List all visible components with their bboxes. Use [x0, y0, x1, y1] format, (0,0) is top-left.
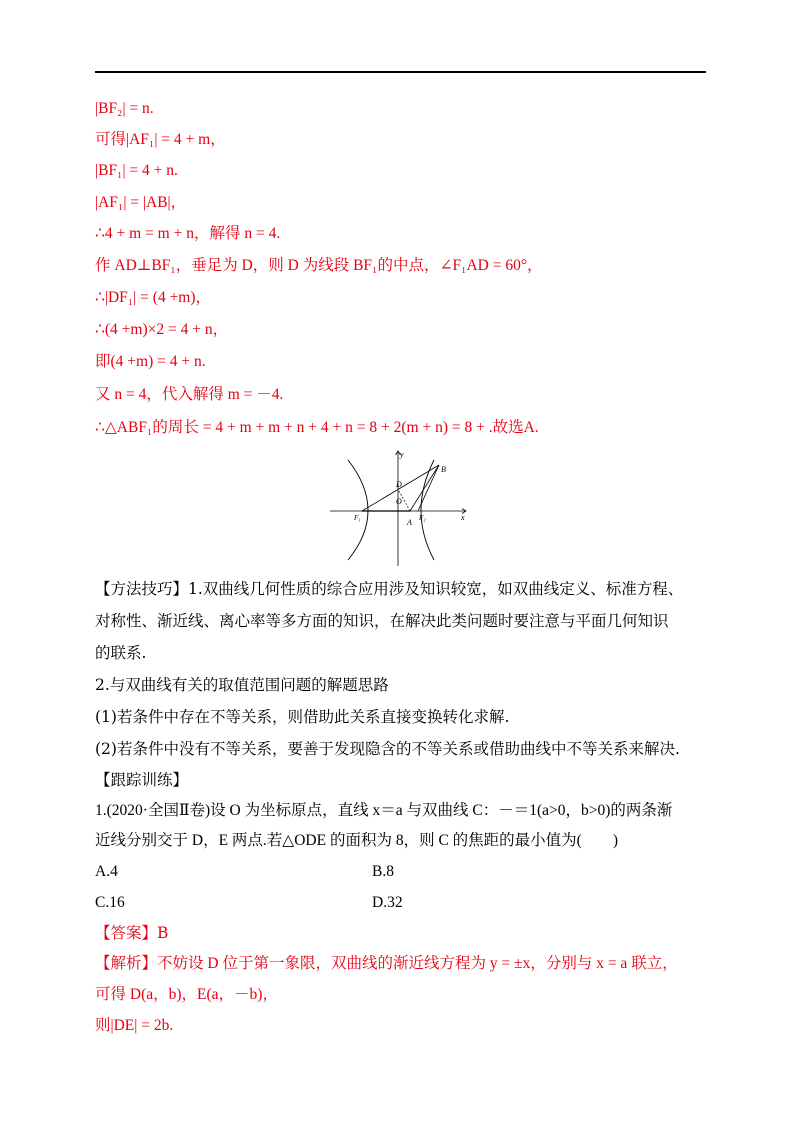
segment-a-b	[410, 465, 439, 511]
method-tips-heading: 【方法技巧】	[95, 580, 189, 598]
hyperbola-figure	[330, 448, 470, 566]
option-d: D.32	[372, 894, 403, 911]
method-tips-line-3: 的联系.	[95, 644, 147, 662]
derivation-line: 又 n = 4，代入解得 m = －4.	[95, 386, 284, 403]
analysis-line-3: 则|DE| = 2b.	[95, 1017, 174, 1034]
analysis-line-2: 可得 D(a，b)，E(a，－b)，	[95, 986, 278, 1003]
option-a: A.4	[95, 863, 118, 880]
derivation-line: |BF₂| = n.	[95, 100, 154, 117]
derivation-line: ∴4 + m = m + n，解得 n = 4.	[95, 225, 281, 242]
focus-f1-label: F₁	[354, 514, 361, 522]
derivation-line: |AF₁| = |AB|，	[95, 194, 187, 211]
answer-line: 【答案】B	[95, 924, 169, 942]
method-tips-point-2-2: (2)若条件中没有不等关系，要善于发现隐含的不等关系或借助曲线中不等关系来解决.	[95, 740, 680, 758]
derivation-line: ∴(4 +m)×2 = 4 + n，	[95, 321, 229, 338]
method-tips-text: 1.双曲线几何性质的综合应用涉及知识较宽，如双曲线定义、标准方程、	[188, 580, 684, 598]
question-line-2: 近线分别交于 D，E 两点.若△ODE 的面积为 8，则 C 的焦距的最小值为( )	[95, 832, 618, 849]
training-heading: 【跟踪训练】	[95, 771, 189, 789]
point-a-label: A	[407, 518, 412, 527]
y-axis-label: y	[400, 450, 404, 459]
method-tips-line-2: 对称性、渐近线、离心率等多方面的知识，在解决此类问题时要注意与平面几何知识	[95, 612, 669, 630]
derivation-line: 作 AD⊥BF₁，垂足为 D，则 D 为线段 BF₁的中点，∠F₁AD = 60°，	[95, 257, 543, 274]
focus-f2-label: F₂	[419, 514, 426, 522]
method-tips-point-2: 2.与双曲线有关的取值范围问题的解题思路	[95, 676, 389, 694]
derivation-line: 即(4 +m) = 4 + n.	[95, 353, 206, 370]
method-tips-line-1	[95, 578, 683, 600]
point-b-label: B	[441, 465, 446, 474]
question-stem: 设 O 为坐标原点，直线 x＝a 与双曲线 C：－＝1(a>0，b>0)的两条渐	[210, 802, 673, 819]
method-tips-point-2-1: (1)若条件中存在不等关系，则借助此关系直接变换转化求解.	[95, 708, 510, 726]
derivation-line: 可得|AF₁| = 4 + m，	[95, 131, 226, 148]
option-c: C.16	[95, 894, 125, 911]
x-axis-label: x	[461, 513, 465, 522]
header-rule	[95, 71, 706, 73]
question-source: 1.(2020·全国Ⅱ卷)	[95, 802, 211, 819]
option-b: B.8	[372, 863, 394, 880]
derivation-line: |BF₁| = 4 + n.	[95, 162, 178, 179]
derivation-line: ∴△ABF₁的周长 = 4 + m + m + n + 4 + n = 8 + 2(m + n) = 8 + .故选A.	[95, 419, 539, 436]
origin-label: O	[396, 497, 402, 506]
analysis-line-1: 【解析】不妨设 D 位于第一象限，双曲线的渐近线方程为 y = ±x，分别与 x = a 联立，	[95, 955, 678, 972]
question-line-1	[95, 800, 672, 822]
hyperbola-left-branch	[348, 460, 368, 560]
derivation-line: ∴|DF₁| = (4 +m)，	[95, 289, 212, 306]
point-d-label: D	[396, 480, 402, 489]
